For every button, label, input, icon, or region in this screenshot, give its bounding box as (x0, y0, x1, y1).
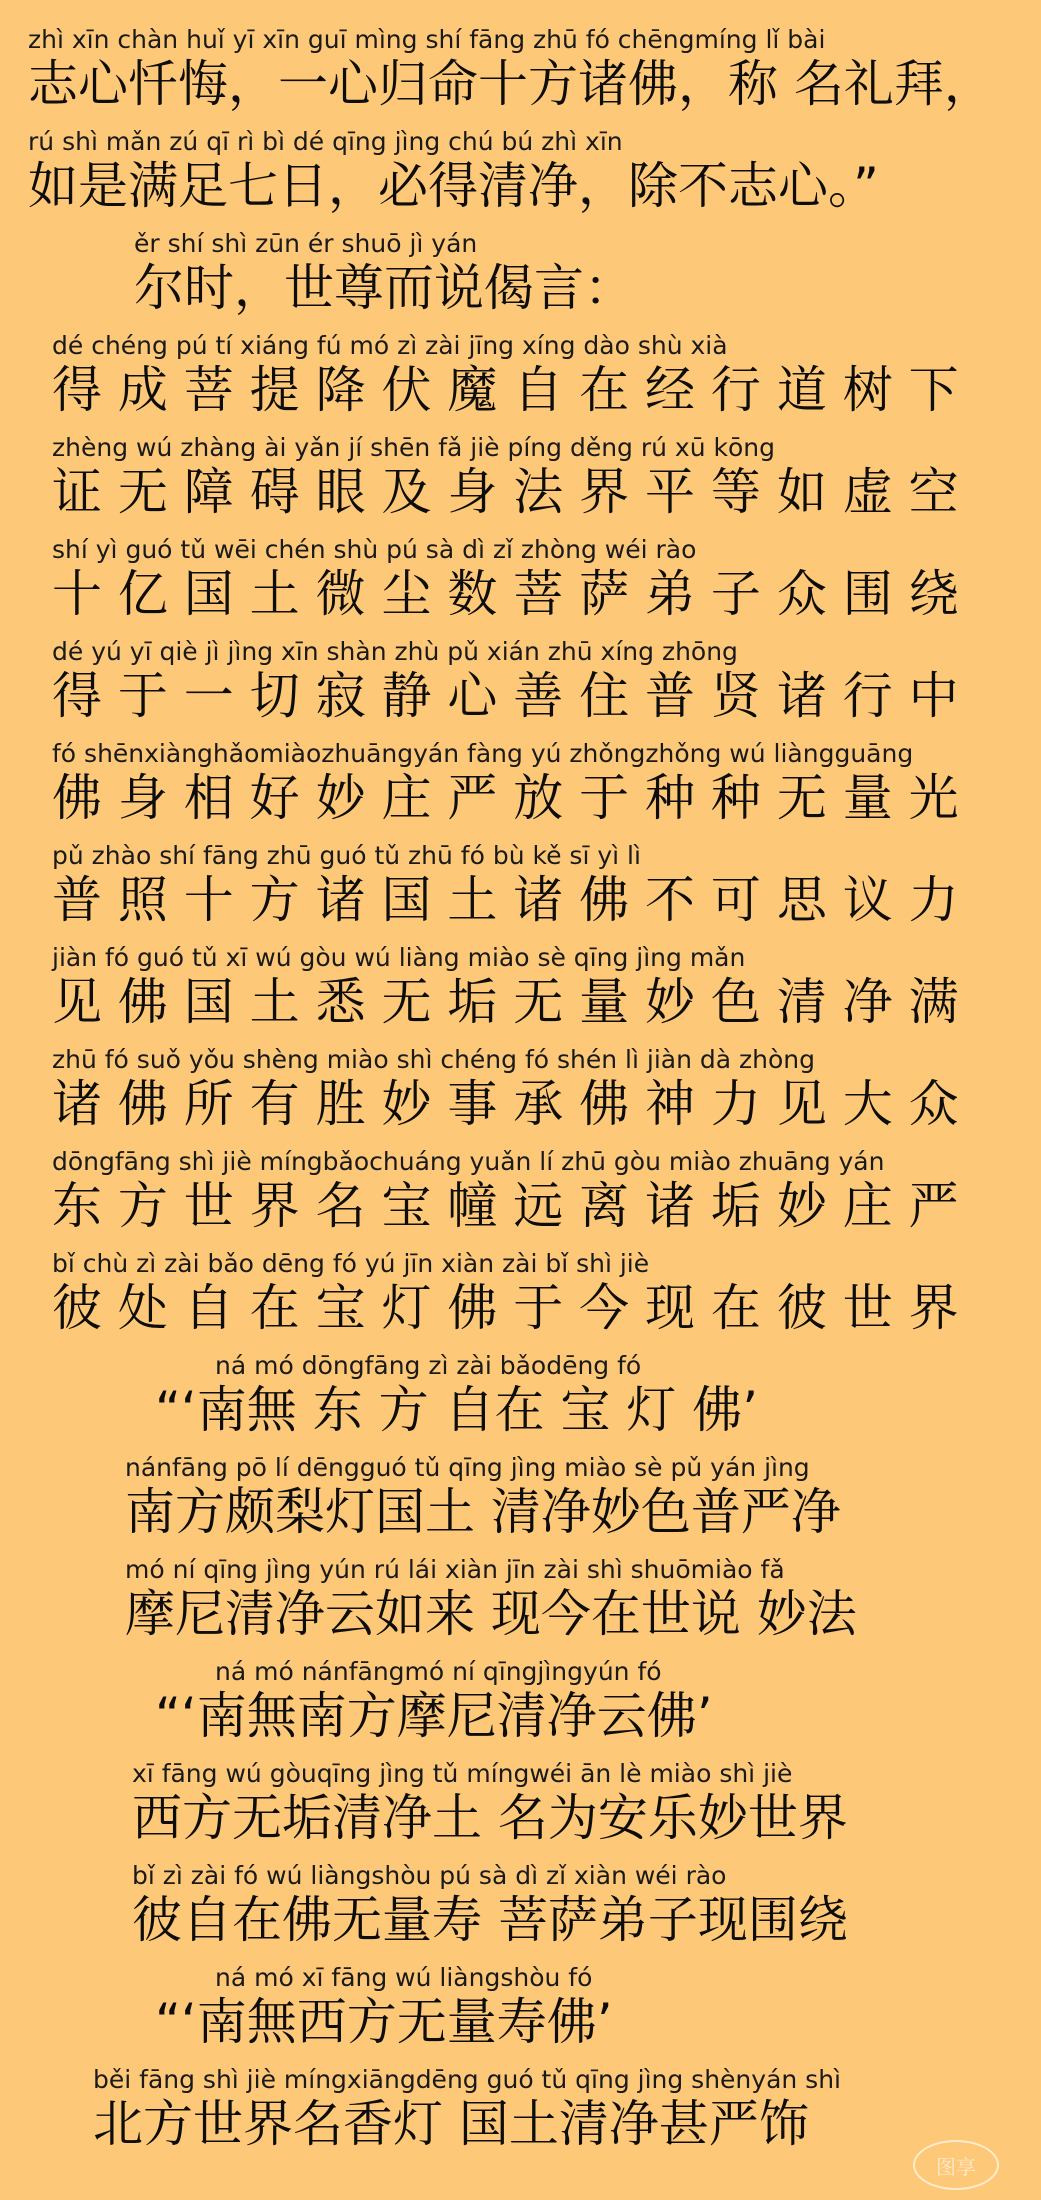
pinyin-text: fó shēnxiànghǎomiàozhuāngyán fàng yú zhǒngzhǒng wú liàngguāng (52, 739, 914, 768)
pinyin-text: dé chéng pú tí xiáng fú mó zì zài jīng xíng dào shù xià (52, 331, 728, 360)
chinese-text: “‘南無 东 方 自在 宝 灯 佛’ (155, 1381, 759, 1439)
pinyin-text: ná mó dōngfāng zì zài bǎodēng fó (215, 1351, 642, 1380)
chinese-text: “‘南無南方摩尼清净云佛’ (155, 1687, 713, 1745)
pinyin-text: bǐ zì zài fó wú liàngshòu pú sà dì zǐ xiàn wéi rào (132, 1861, 727, 1890)
chinese-text: 西方无垢清净土 名为安乐妙世界 (132, 1789, 848, 1847)
pinyin-text: dé yú yī qiè jì jìng xīn shàn zhù pǔ xián zhū xíng zhōng (52, 637, 738, 666)
chinese-text: 如是满足七日，必得清净，除不志心。” (28, 157, 879, 215)
chinese-text: 诸 佛 所 有 胜 妙 事 承 佛 神 力 见 大 众 (52, 1075, 959, 1133)
pinyin-text: shí yì guó tǔ wēi chén shù pú sà dì zǐ zhòng wéi rào (52, 535, 697, 564)
pinyin-text: jiàn fó guó tǔ xī wú gòu wú liàng miào sè qīng jìng mǎn (52, 943, 746, 972)
pinyin-text: dōngfāng shì jiè míngbǎochuáng yuǎn lí zhū gòu miào zhuāng yán (52, 1147, 885, 1176)
pinyin-text: xī fāng wú gòuqīng jìng tǔ míngwéi ān lè miào shì jiè (132, 1759, 793, 1788)
chinese-text: 佛 身 相 好 妙 庄 严 放 于 种 种 无 量 光 (52, 769, 959, 827)
chinese-text: “‘南無西方无量寿佛’ (155, 1993, 613, 2051)
pinyin-text: ěr shí shì zūn ér shuō jì yán (134, 229, 478, 258)
chinese-text: 南方颇梨灯国土 清净妙色普严净 (125, 1483, 841, 1541)
pinyin-text: pǔ zhào shí fāng zhū guó tǔ zhū fó bù kě sī yì lì (52, 841, 641, 870)
chinese-text: 得 成 菩 提 降 伏 魔 自 在 经 行 道 树 下 (52, 361, 959, 419)
chinese-text: 彼 处 自 在 宝 灯 佛 于 今 现 在 彼 世 界 (52, 1279, 959, 1337)
chinese-text: 十 亿 国 土 微 尘 数 菩 萨 弟 子 众 围 绕 (52, 565, 959, 623)
pinyin-text: bǐ chù zì zài bǎo dēng fó yú jīn xiàn zài bǐ shì jiè (52, 1249, 650, 1278)
pinyin-text: rú shì mǎn zú qī rì bì dé qīng jìng chú bú zhì xīn (28, 127, 623, 156)
chinese-text: 摩尼清净云如来 现今在世说 妙法 (125, 1585, 857, 1643)
pinyin-text: ná mó nánfāngmó ní qīngjìngyún fó (215, 1657, 662, 1686)
chinese-text: 得 于 一 切 寂 静 心 善 住 普 贤 诸 行 中 (52, 667, 959, 725)
chinese-text: 北方世界名香灯 国土清净甚严饰 (93, 2095, 809, 2153)
chinese-text: 普 照 十 方 诸 国 土 诸 佛 不 可 思 议 力 (52, 871, 959, 929)
pinyin-text: zhèng wú zhàng ài yǎn jí shēn fǎ jiè píng děng rú xū kōng (52, 433, 776, 462)
pinyin-text: nánfāng pō lí dēngguó tǔ qīng jìng miào sè pǔ yán jìng (125, 1453, 810, 1482)
seal-text: 图享 (936, 2154, 976, 2179)
chinese-text: 尔时，世尊而说偈言： (134, 259, 634, 317)
pinyin-text: mó ní qīng jìng yún rú lái xiàn jīn zài shì shuōmiào fǎ (125, 1555, 785, 1584)
pinyin-text: zhū fó suǒ yǒu shèng miào shì chéng fó shén lì jiàn dà zhòng (52, 1045, 816, 1074)
chinese-text: 彼自在佛无量寿 菩萨弟子现围绕 (132, 1891, 848, 1949)
pinyin-text: zhì xīn chàn huǐ yī xīn guī mìng shí fāng zhū fó chēngmíng lǐ bài (28, 25, 826, 54)
pinyin-text: běi fāng shì jiè míngxiāngdēng guó tǔ qīng jìng shènyán shì (93, 2065, 841, 2094)
chinese-text: 见 佛 国 土 悉 无 垢 无 量 妙 色 清 净 满 (52, 973, 959, 1031)
chinese-text: 东 方 世 界 名 宝 幢 远 离 诸 垢 妙 庄 严 (52, 1177, 959, 1235)
chinese-text: 志心忏悔，一心归命十方诸佛，称 名礼拜， (28, 55, 994, 113)
pinyin-text: ná mó xī fāng wú liàngshòu fó (215, 1963, 593, 1992)
watermark-seal (913, 2140, 999, 2190)
chinese-text: 证 无 障 碍 眼 及 身 法 界 平 等 如 虚 空 (52, 463, 959, 521)
